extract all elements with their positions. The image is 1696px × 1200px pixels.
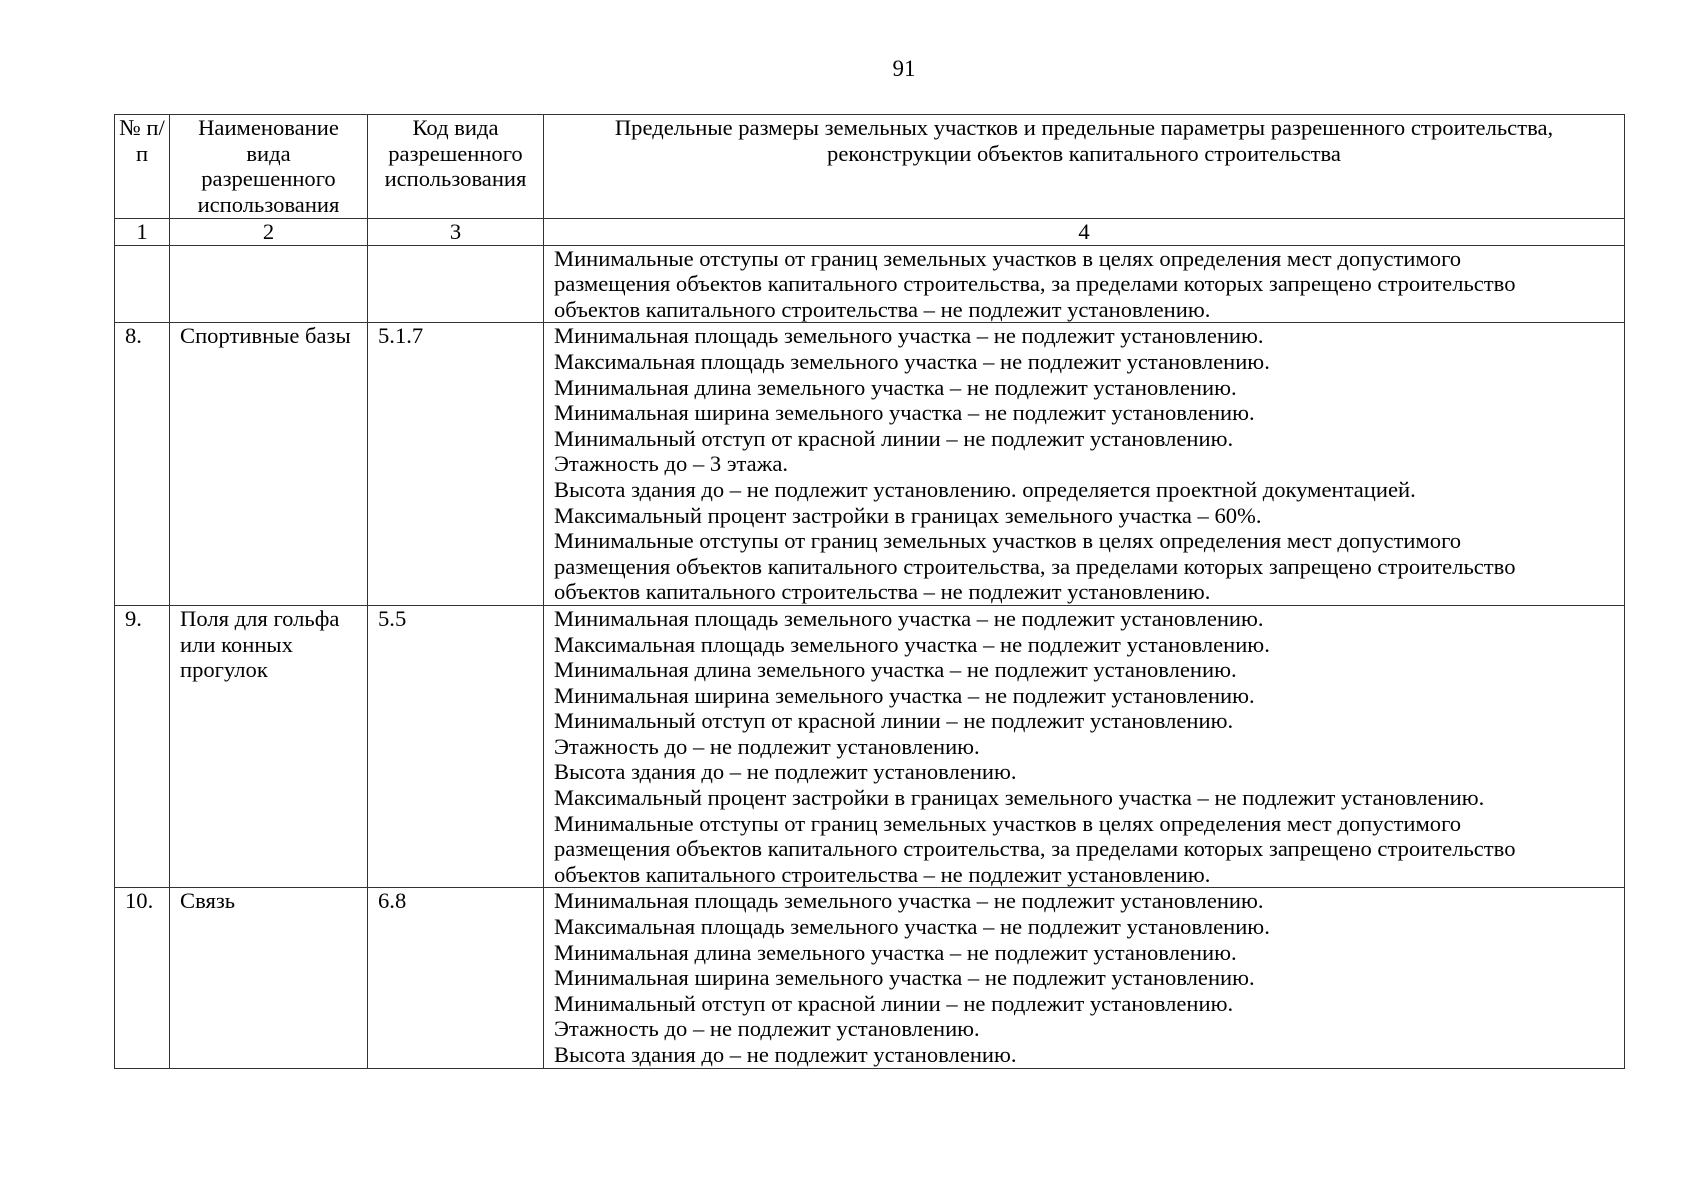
parameter-line: Максимальный процент застройки в границах земельного участка – 60%. xyxy=(554,502,1262,528)
parameter-line: объектов капитального строительства – не подлежит установлению. xyxy=(554,579,1211,605)
row-use-code: 6.8 xyxy=(368,888,544,1068)
parameter-line: Максимальная площадь земельного участка – не подлежит установлению. xyxy=(554,348,1270,374)
parameter-line: Высота здания до – не подлежит установлению. xyxy=(554,1042,1017,1067)
table-row xyxy=(115,888,1625,1068)
parameter-line: Этажность до – не подлежит установлению. xyxy=(554,1016,980,1042)
parameter-line: Минимальная площадь земельного участка – не подлежит установлению. xyxy=(554,605,1264,631)
row-use-name: Поля для гольфа или конных прогулок xyxy=(170,605,368,888)
row-use-name xyxy=(170,245,368,323)
parameter-line: Этажность до – не подлежит установлению. xyxy=(554,733,980,759)
row-parameters xyxy=(544,245,1625,323)
table-row xyxy=(115,605,1625,888)
parameter-line: объектов капитального строительства – не подлежит установлению. xyxy=(554,861,1211,887)
table-header-row xyxy=(115,115,1625,219)
row-use-code xyxy=(368,245,544,323)
parameter-line: Минимальная ширина земельного участка – не подлежит установлению. xyxy=(554,400,1255,426)
parameter-line: размещения объектов капитального строительства, за пределами которых запрещено строительство xyxy=(554,836,1516,862)
row-use-name: Связь xyxy=(170,888,368,1068)
parameter-line: размещения объектов капитального строительства, за пределами которых запрещено строительство xyxy=(554,271,1516,297)
parameter-line: Минимальные отступы от границ земельных участков в целях определения мест допустимого xyxy=(554,245,1462,271)
parameter-line: Минимальные отступы от границ земельных участков в целях определения мест допустимого xyxy=(554,810,1462,836)
regulations-table xyxy=(114,114,1625,1069)
parameter-line: Минимальная площадь земельного участка – не подлежит установлению. xyxy=(554,888,1264,914)
row-parameters xyxy=(544,605,1625,888)
parameter-line: Минимальный отступ от красной линии – не подлежит установлению. xyxy=(554,990,1234,1016)
column-number: 3 xyxy=(368,219,544,246)
parameter-line: Минимальный отступ от красной линии – не подлежит установлению. xyxy=(554,425,1234,451)
header-use-code: Код вида разрешенного использования xyxy=(368,115,544,219)
parameter-line: размещения объектов капитального строительства, за пределами которых запрещено строительство xyxy=(554,553,1516,579)
parameter-line: Максимальная площадь земельного участка – не подлежит установлению. xyxy=(554,631,1270,657)
parameter-line: Высота здания до – не подлежит установлению. xyxy=(554,759,1017,785)
row-use-code: 5.5 xyxy=(368,605,544,888)
row-number: 9. xyxy=(115,605,170,888)
row-use-name: Спортивные базы xyxy=(170,323,368,606)
parameter-line: Максимальный процент застройки в границах земельного участка – не подлежит установлению. xyxy=(554,785,1485,811)
column-number: 1 xyxy=(115,219,170,246)
parameter-line: объектов капитального строительства – не подлежит установлению. xyxy=(554,296,1211,322)
page-number: 91 xyxy=(892,56,916,81)
row-number xyxy=(115,245,170,323)
parameter-line: Минимальная ширина земельного участка – не подлежит установлению. xyxy=(554,965,1255,991)
parameter-line: Минимальные отступы от границ земельных участков в целях определения мест допустимого xyxy=(554,528,1462,554)
row-parameters xyxy=(544,888,1625,1068)
column-number: 2 xyxy=(170,219,368,246)
header-parameters: Предельные размеры земельных участков и предельные параметры разрешенного строительства, реконструкции объектов капитального строительства xyxy=(544,115,1625,219)
parameter-line: Этажность до – 3 этажа. xyxy=(554,451,789,477)
row-number: 10. xyxy=(115,888,170,1068)
parameter-line: Минимальная ширина земельного участка – не подлежит установлению. xyxy=(554,682,1255,708)
column-number: 4 xyxy=(544,219,1625,246)
parameter-line: Минимальная площадь земельного участка – не подлежит установлению. xyxy=(554,323,1264,349)
header-use-name: Наименование вида разрешенного использования xyxy=(170,115,368,219)
header-number: № п/п xyxy=(115,115,170,219)
row-number: 8. xyxy=(115,323,170,606)
row-use-code: 5.1.7 xyxy=(368,323,544,606)
table-row xyxy=(115,323,1625,606)
parameter-line: Минимальная длина земельного участка – не подлежит установлению. xyxy=(554,374,1237,400)
column-number-row xyxy=(115,219,1625,246)
parameter-line: Максимальная площадь земельного участка – не подлежит установлению. xyxy=(554,914,1270,940)
row-parameters xyxy=(544,323,1625,606)
parameter-line: Высота здания до – не подлежит установлению. определяется проектной документацией. xyxy=(554,476,1416,502)
parameter-line: Минимальная длина земельного участка – не подлежит установлению. xyxy=(554,939,1237,965)
parameter-line: Минимальная длина земельного участка – не подлежит установлению. xyxy=(554,657,1237,683)
parameter-line: Минимальный отступ от красной линии – не подлежит установлению. xyxy=(554,708,1234,734)
table-row-continuation xyxy=(115,245,1625,323)
